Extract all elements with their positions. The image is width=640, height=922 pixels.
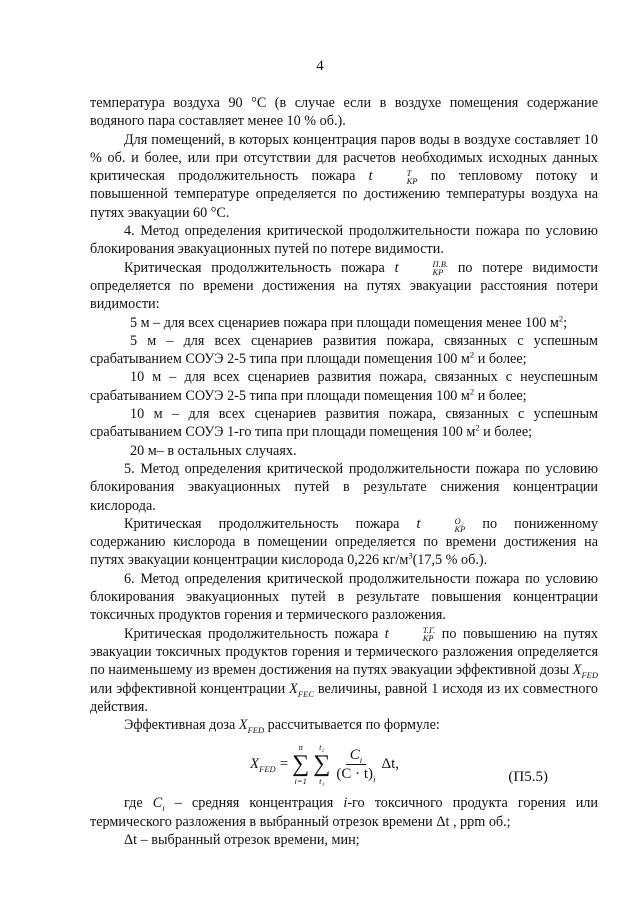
- sum-lower: i=1: [294, 776, 307, 787]
- supsub: [373, 169, 418, 185]
- paragraph: 20 м– в остальных случаях.: [130, 442, 297, 459]
- document-body: [90, 94, 598, 849]
- symbol-x-fec: [289, 681, 314, 697]
- sup: Т: [406, 167, 412, 178]
- text: Для помещений, в которых концентрация паров воды в воздухе составляет 10 % об. и более, или при отсутствии для расчетов необходимых исходных данных критическая продолжительность пожара: [90, 131, 598, 185]
- text: рассчитывается по формуле:: [264, 717, 440, 734]
- symbol-t-kr-tg: [385, 626, 436, 642]
- symbol-delta-t: Δt: [124, 831, 138, 848]
- symbol-t-kr-t: [369, 168, 418, 184]
- text: ;: [563, 314, 568, 331]
- sub: FED: [259, 764, 276, 775]
- sub: i: [162, 803, 165, 814]
- paragraph: 6. Метод определения критической продолжительности пожара по условию блокирования эвакуационных путей в результате повышения концентрации токсичных продуктов горения и термического разложения.: [90, 570, 598, 624]
- symbol: X: [289, 680, 298, 697]
- symbol: C: [349, 746, 360, 763]
- sub: КР: [422, 633, 434, 644]
- text: по пониженному содержанию кислорода в помещении определяется по времени достижения на путях эвакуации концентрации кислорода 0,226 кг/м: [90, 515, 599, 569]
- paragraph: 4. Метод определения критической продолжительности пожара по условию блокирования эвакуационных путей по потере видимости.: [90, 223, 598, 258]
- symbol-t-kr-o2: [417, 516, 466, 532]
- fraction: [334, 746, 377, 784]
- text: Критическая продолжительность пожара: [124, 625, 385, 642]
- sum-over-t: [313, 742, 330, 786]
- sup: O₂: [454, 515, 464, 526]
- text: и более;: [474, 351, 527, 368]
- symbol: t: [416, 515, 421, 532]
- supsub: [399, 260, 449, 276]
- formula-expression: [250, 742, 399, 786]
- paragraph: [90, 716, 598, 734]
- symbol: X: [572, 662, 582, 679]
- text: или эффективной концентрации: [90, 680, 290, 697]
- paragraph: [90, 332, 598, 369]
- page-number: 4: [316, 58, 324, 74]
- numerator: [346, 746, 366, 765]
- symbol: t: [384, 625, 389, 642]
- sub: КР: [406, 175, 418, 186]
- formula-tail: Δt,: [381, 756, 400, 773]
- symbol: t: [394, 259, 399, 276]
- symbol-delta-t: Δt: [436, 813, 450, 830]
- symbol-x-fed: [572, 662, 598, 681]
- text: -го токсичного продукта горения или термического разложения в выбранный отрезок времени: [90, 795, 598, 830]
- sup: 2: [475, 422, 480, 433]
- sub: FEC: [297, 688, 314, 699]
- sub: КР: [432, 267, 444, 278]
- sigma-sign: ∑: [313, 751, 331, 778]
- symbol-x-fed: [239, 717, 264, 733]
- sup: Т.Г.: [422, 625, 436, 636]
- sup: 2: [558, 312, 564, 323]
- denominator: [334, 765, 377, 783]
- paragraph: температура воздуха 90 °С (в случае если в воздухе помещения содержание водяного пара составляет менее 10 % об.).: [90, 95, 598, 130]
- text: 10 м – для всех сценариев развития пожара, связанных с неуспешным срабатыванием СОУЭ 2-5 типа при площади помещения 100 м: [90, 369, 598, 404]
- sup: П.В.: [432, 259, 449, 270]
- symbol: (C · t): [336, 765, 374, 782]
- text: – средняя концентрация: [164, 795, 344, 812]
- supsub: [421, 517, 466, 533]
- text: – выбранный отрезок времени, мин;: [137, 831, 360, 848]
- paragraph: [90, 259, 598, 314]
- sup: 3: [408, 550, 413, 561]
- sub: FED: [247, 724, 265, 735]
- sub: FED: [581, 670, 598, 681]
- sub: КР: [454, 523, 466, 534]
- sub: i: [359, 754, 363, 765]
- text: 5 м – для всех сценариев пожара при площади помещения менее 100 м: [130, 314, 559, 331]
- paragraph: 5. Метод определения критической продолжительности пожара по условию блокирования эвакуационных путей в результате снижения концентрации кислорода.: [90, 460, 598, 514]
- paragraph: [90, 625, 598, 716]
- text: Критическая продолжительность пожара: [124, 515, 417, 532]
- text: величины, равной 1 исходя из их совместного действия.: [90, 680, 598, 715]
- paragraph: [90, 131, 598, 222]
- symbol: X: [238, 717, 248, 734]
- sum-over-i: [292, 742, 309, 786]
- text: 5 м – для всех сценариев развития пожара, связанных с успешным срабатыванием СОУЭ 2-5 типа при площади помещения 100 м: [90, 332, 598, 368]
- text: Критическая продолжительность пожара: [124, 259, 395, 276]
- text: по потере видимости определяется по времени достижения на путях эвакуации расстояния потери видимости:: [90, 259, 598, 313]
- paragraph: [90, 314, 598, 332]
- text: и более;: [474, 387, 527, 404]
- sub: i: [373, 773, 376, 784]
- paragraph: [90, 368, 598, 405]
- text: 10 м – для всех сценариев развития пожара, связанных с успешным срабатыванием СОУЭ 1-го типа при площади помещения 100 м: [90, 406, 598, 441]
- text: , ppm об.;: [449, 813, 511, 830]
- text: по повышению на путях эвакуации токсичных продуктов горения и термического разложения определяется по наименьшему из времен достижения на путях эвакуации эффективной дозы: [90, 625, 598, 679]
- paragraph: [90, 831, 598, 849]
- text: (17,5 % об.).: [412, 552, 488, 569]
- sup: 2: [469, 386, 475, 397]
- paragraph: [90, 405, 598, 442]
- sum-upper: n: [298, 742, 303, 753]
- symbol: C: [152, 795, 163, 812]
- paragraph: [90, 794, 598, 831]
- supsub: [389, 626, 436, 642]
- text: и более;: [479, 424, 533, 441]
- sum-upper: t₂: [319, 742, 325, 753]
- sigma-sign: ∑: [292, 751, 310, 778]
- text: Эффективная доза: [124, 717, 239, 734]
- equals-sign: =: [279, 756, 289, 773]
- paragraph: [90, 515, 598, 570]
- symbol: X: [250, 756, 260, 773]
- text: где: [124, 795, 153, 812]
- equation-number: (П5.5): [508, 769, 548, 786]
- formula-p5-5: [90, 738, 598, 792]
- sum-lower: t₁: [319, 776, 325, 787]
- symbol-t-kr-pv: [395, 260, 449, 276]
- text: по тепловому потоку и повышенной температуре определяется по достижению температуры воздуха на путях эвакуации 60 °С.: [90, 168, 598, 221]
- sup: 2: [469, 349, 475, 360]
- symbol-i: i: [343, 795, 348, 812]
- formula-lhs: [250, 755, 276, 773]
- symbol-ci: [152, 795, 165, 814]
- symbol: t: [368, 168, 373, 185]
